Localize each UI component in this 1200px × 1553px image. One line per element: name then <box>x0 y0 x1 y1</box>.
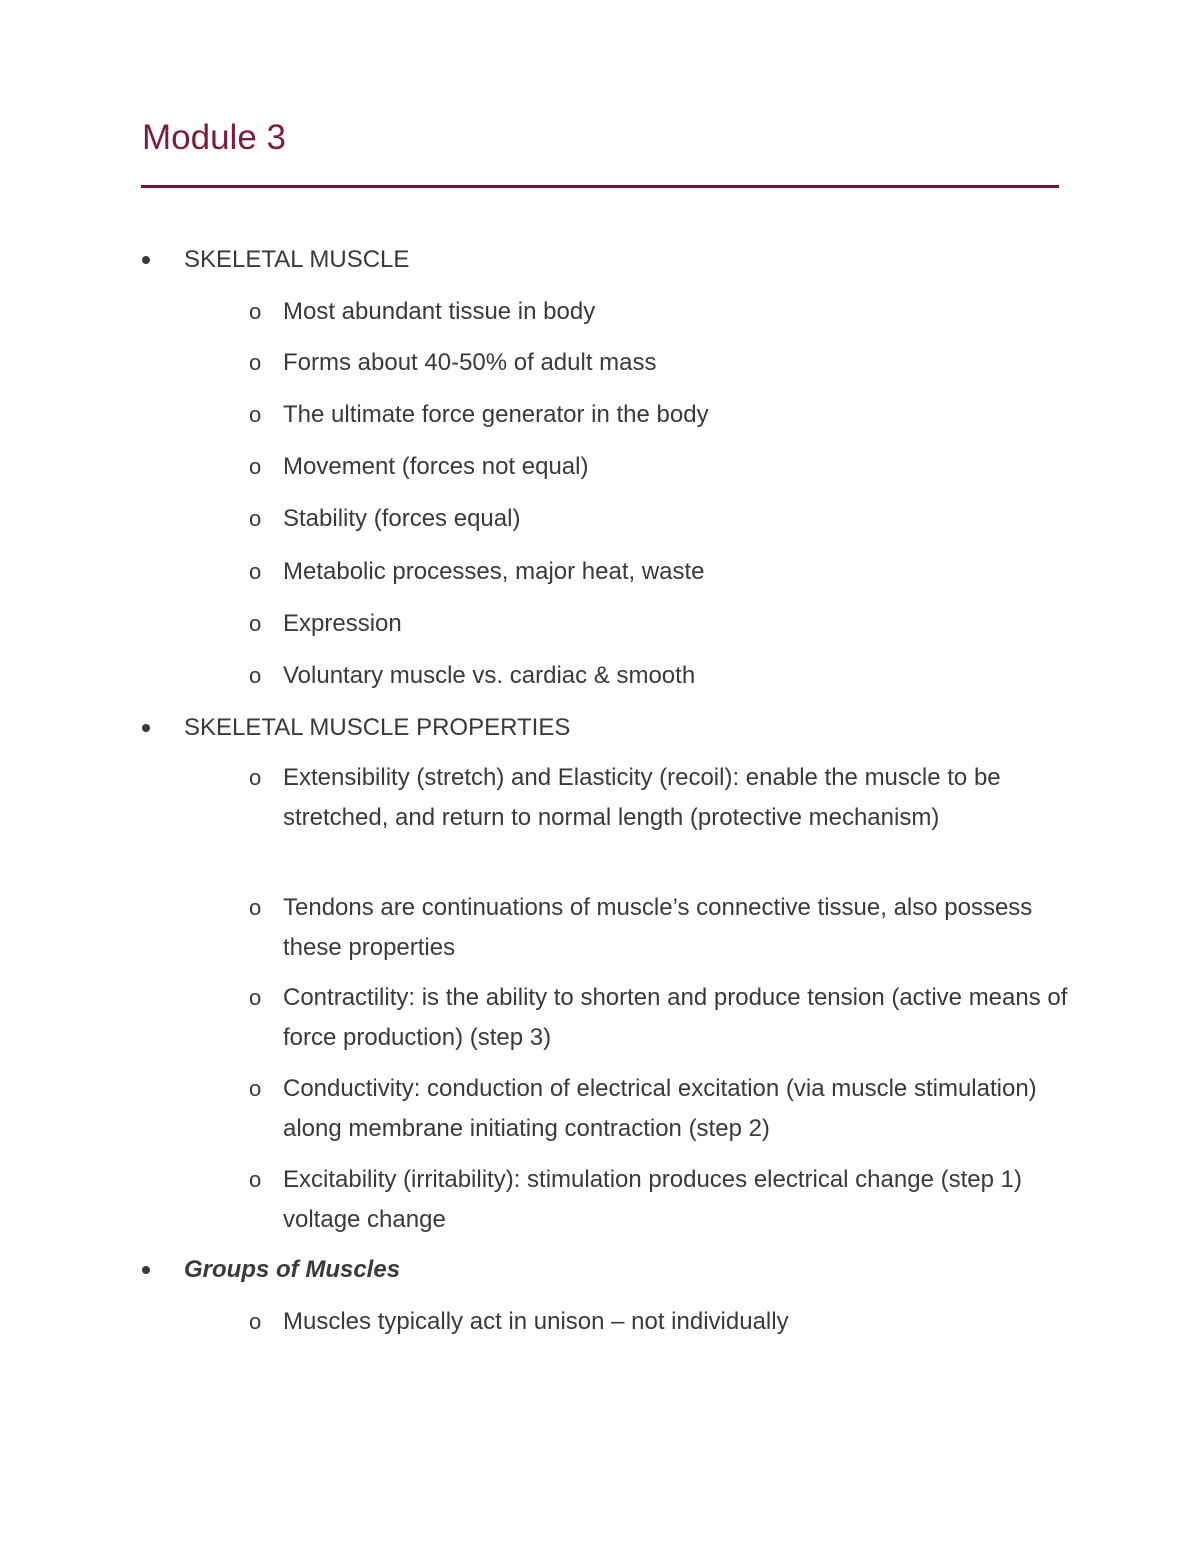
list-item-text: Movement (forces not equal) <box>283 453 589 480</box>
section-heading-text: Groups of Muscles <box>184 1256 401 1283</box>
title-underline-rule <box>141 185 1059 188</box>
bullet-dot-icon <box>142 256 150 264</box>
list-item-text: Expression <box>283 610 402 637</box>
list-item-text: The ultimate force generator in the body <box>283 401 709 428</box>
hollow-bullet-icon: o <box>249 454 262 479</box>
list-item-text: Voluntary muscle vs. cardiac & smooth <box>283 662 696 689</box>
hollow-bullet-icon: o <box>249 895 262 920</box>
hollow-bullet-icon: o <box>249 611 262 636</box>
list-item-text: Metabolic processes, major heat, waste <box>283 558 705 585</box>
list-item-text: Conductivity: conduction of electrical excitation (via muscle stimulation) along membrane initiating contraction (step 2) <box>283 1075 1037 1142</box>
hollow-bullet-icon: o <box>249 1309 262 1334</box>
hollow-bullet-icon: o <box>249 765 262 790</box>
list-item-text: Tendons are continuations of muscle’s connective tissue, also possess these properties <box>283 894 1033 961</box>
hollow-bullet-icon: o <box>249 559 262 584</box>
hollow-bullet-icon: o <box>249 663 262 688</box>
list-item-text: Stability (forces equal) <box>283 505 521 532</box>
hollow-bullet-icon: o <box>249 350 262 375</box>
hollow-bullet-icon: o <box>249 506 262 531</box>
hollow-bullet-icon: o <box>249 299 262 324</box>
bullet-dot-icon <box>142 1266 150 1274</box>
list-item-text: Extensibility (stretch) and Elasticity (recoil): enable the muscle to be stretched, and return to normal length (protective mechanism) <box>283 764 1001 831</box>
section-heading-text: SKELETAL MUSCLE PROPERTIES <box>184 714 571 741</box>
list-item-text: Contractility: is the ability to shorten and produce tension (active means of force production) (step 3) <box>283 984 1068 1051</box>
list-item-text: Excitability (irritability): stimulation produces electrical change (step 1) voltage change <box>283 1166 1022 1233</box>
hollow-bullet-icon: o <box>249 985 262 1010</box>
document-title: Module 3 <box>142 118 286 157</box>
bullet-dot-icon <box>142 724 150 732</box>
list-item-text: Muscles typically act in unison – not individually <box>283 1308 789 1335</box>
list-item-text: Forms about 40-50% of adult mass <box>283 349 657 376</box>
section-heading-text: SKELETAL MUSCLE <box>184 246 410 273</box>
hollow-bullet-icon: o <box>249 1076 262 1101</box>
hollow-bullet-icon: o <box>249 402 262 427</box>
hollow-bullet-icon: o <box>249 1167 262 1192</box>
list-item-text: Most abundant tissue in body <box>283 298 596 325</box>
